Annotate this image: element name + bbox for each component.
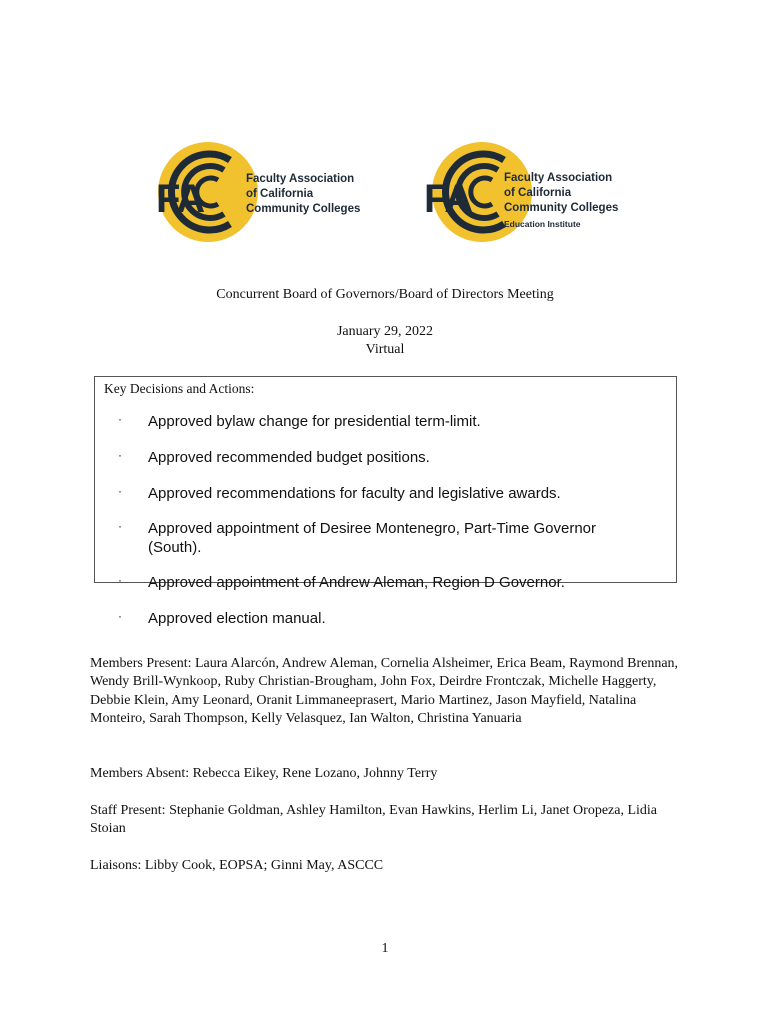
bullet-icon: · (118, 448, 122, 462)
logo-mark: FA (156, 177, 204, 221)
logo-line-3: Community Colleges (504, 202, 619, 214)
faccc-ei-logo-graphic (420, 140, 619, 244)
faccc-ei-logo (420, 140, 619, 244)
liaisons: Liaisons: Libby Cook, EOPSA; Ginni May, ASCCC (90, 858, 384, 873)
decision-text: Approved recommended budget positions. (148, 449, 430, 466)
logo-line-1: Faculty Association (246, 173, 355, 185)
members-present: Members Present: Laura Alarcón, Andrew Aleman, Cornelia Alsheimer, Erica Beam, Raymond Brennan, Wendy Brill-Wynkoop, Ruby Christian-Brougham, John Fox, Deirdre Frontczak, Michelle Haggerty, Debbie Klein, Amy Leonard, Oranit Limmaneeprasert, Mario Martinez, Jason Mayfield, Natalina Monteiro, Sarah Thompson, Kelly Velasquez, Ian Walton, Christina Yanuaria (90, 656, 679, 726)
bullet-icon: · (118, 519, 122, 533)
bullet-icon: · (118, 484, 122, 498)
logo-line-2: of California (504, 187, 572, 199)
faccc-logo-graphic (150, 140, 361, 244)
meeting-location: Virtual (365, 342, 405, 357)
key-decisions-heading: Key Decisions and Actions: (104, 381, 255, 396)
decision-text: Approved recommendations for faculty and legislative awards. (148, 485, 561, 502)
logo-subline: Education Institute (504, 219, 581, 229)
faccc-logo (150, 140, 361, 244)
meeting-date: January 29, 2022 (336, 324, 434, 339)
logo-line-2: of California (246, 188, 314, 200)
members-absent: Members Absent: Rebecca Eikey, Rene Lozano, Johnny Terry (90, 766, 438, 781)
logo-line-3: Community Colleges (246, 203, 361, 215)
bullet-icon: · (118, 609, 122, 623)
page-number: 1 (381, 941, 389, 956)
logo-line-1: Faculty Association (504, 172, 613, 184)
decision-text: Approved election manual. (148, 610, 326, 627)
meeting-title: Concurrent Board of Governors/Board of Directors Meeting (216, 287, 554, 302)
bullet-icon: · (118, 412, 122, 426)
decision-text: Approved appointment of Desiree Montenegro, Part-Time Governor (South). (148, 520, 597, 556)
bullet-icon: · (118, 573, 122, 587)
logo-mark: FA (424, 177, 472, 221)
staff-present: Staff Present: Stephanie Goldman, Ashley Hamilton, Evan Hawkins, Herlim Li, Janet Oropeza, Lidia Stoian (90, 803, 658, 837)
decision-text: Approved bylaw change for presidential term-limit. (148, 413, 481, 430)
decision-text: Approved appointment of Andrew Aleman, Region D Governor. (148, 574, 565, 591)
